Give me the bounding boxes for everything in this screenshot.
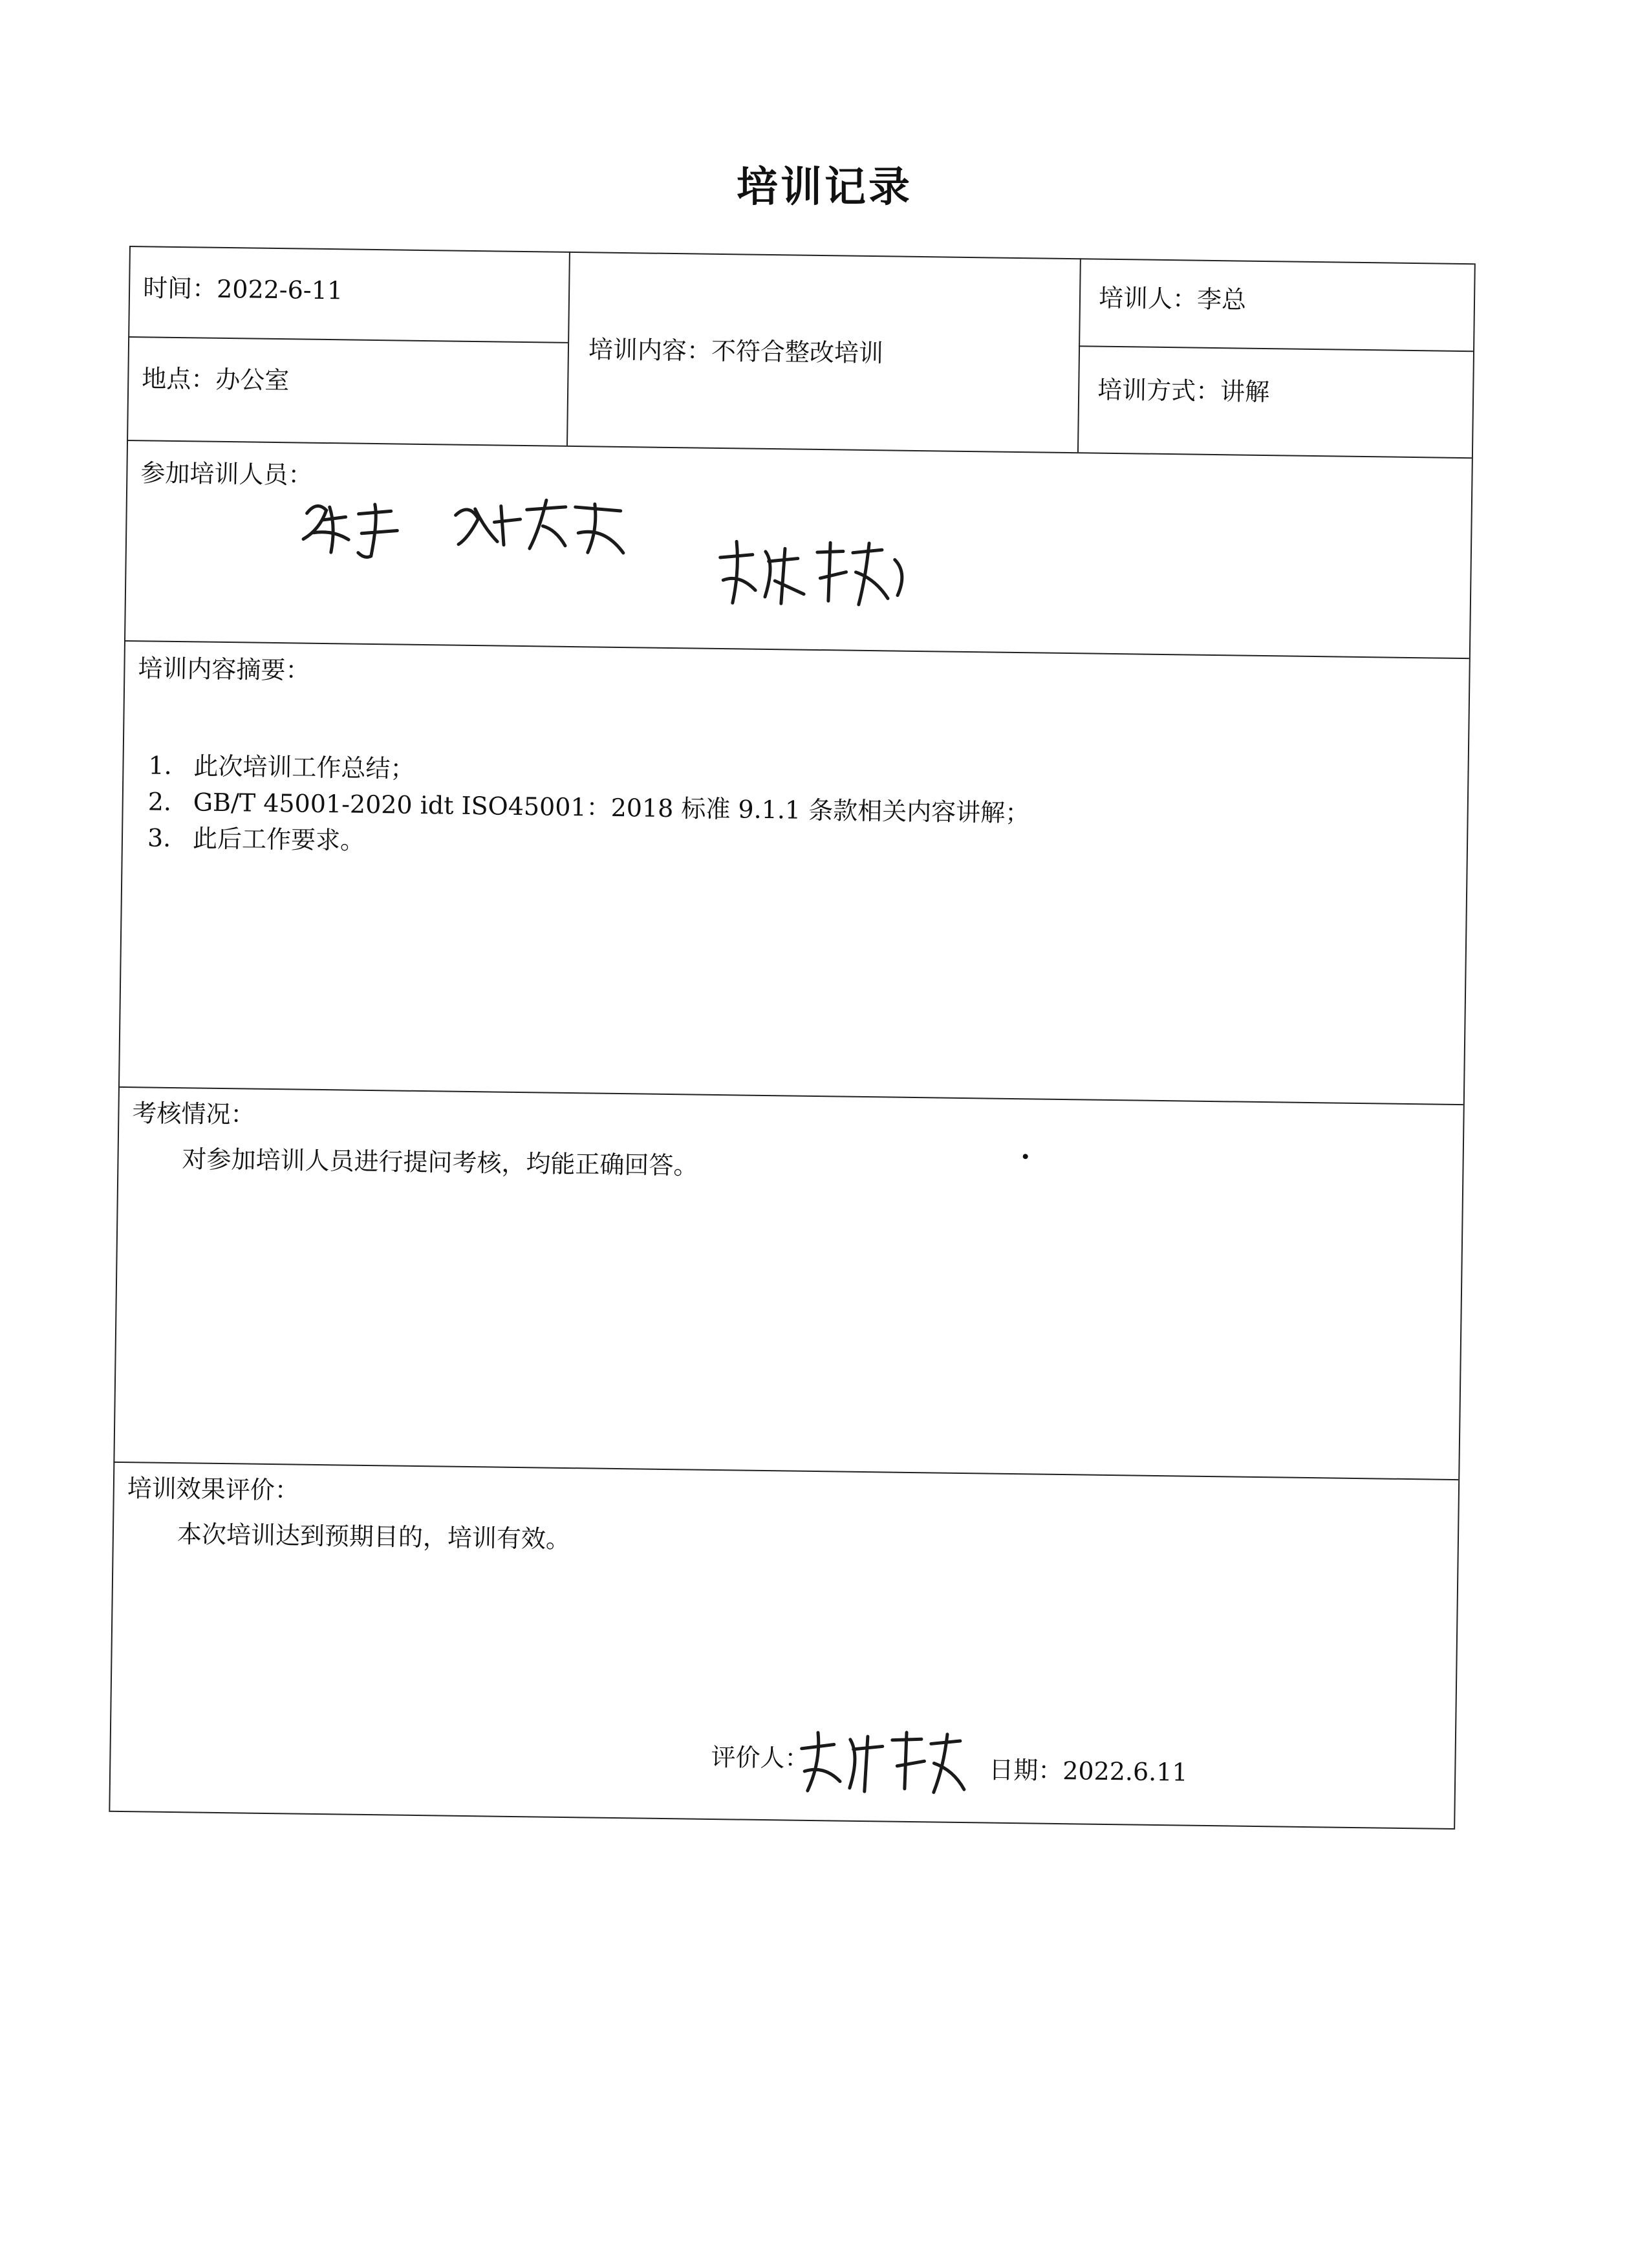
training-record-form bbox=[109, 246, 1474, 1828]
summary-label: 培训内容摘要： bbox=[138, 654, 310, 685]
evaluator-signature bbox=[795, 1720, 971, 1800]
summary-item: 1. 此次培训工作总结； bbox=[148, 751, 415, 783]
training-method-field: 培训方式：讲解 bbox=[1097, 375, 1270, 407]
participant-signature-3 bbox=[713, 532, 915, 618]
evaluation-date: 日期：2022.6.11 bbox=[988, 1755, 1188, 1787]
evaluation-text: 本次培训达到预期目的，培训有效。 bbox=[177, 1520, 571, 1554]
training-content-field: 培训内容：不符合整改培训 bbox=[588, 335, 884, 368]
summary-item: 2. GB/T 45001-2020 idt ISO45001：2018 标准 9.1.1 条款相关内容讲解； bbox=[147, 787, 1030, 828]
evaluation-label: 培训效果评价： bbox=[127, 1474, 300, 1505]
participants-label: 参加培训人员： bbox=[140, 459, 313, 490]
evaluator-label: 评价人： bbox=[711, 1742, 810, 1773]
assessment-text: 对参加培训人员进行提问考核，均能正确回答。 bbox=[182, 1145, 698, 1180]
summary-item: 3. 此后工作要求。 bbox=[147, 823, 365, 855]
trainer-field: 培训人：李总 bbox=[1098, 283, 1247, 314]
form-border-bottom bbox=[109, 1811, 1454, 1830]
assessment-bottom-line bbox=[113, 1462, 1458, 1480]
form-border-top bbox=[129, 246, 1474, 265]
header-row-divider-right bbox=[1079, 345, 1473, 352]
header-bottom-line bbox=[127, 440, 1472, 459]
time-field: 时间：2022-6-11 bbox=[142, 274, 343, 305]
participant-signature-1 bbox=[294, 493, 424, 567]
scan-speck bbox=[1023, 1154, 1028, 1159]
participant-signature-2 bbox=[449, 490, 630, 563]
participants-bottom-line bbox=[124, 640, 1469, 659]
place-field: 地点：办公室 bbox=[142, 364, 290, 395]
header-row-divider-left bbox=[128, 336, 568, 343]
document-title: 培训记录 bbox=[737, 163, 912, 211]
header-divider-1 bbox=[566, 252, 570, 446]
form-border-right bbox=[1454, 263, 1476, 1830]
summary-bottom-line bbox=[118, 1086, 1463, 1105]
header-divider-2 bbox=[1077, 258, 1081, 452]
assessment-label: 考核情况： bbox=[132, 1099, 255, 1129]
form-border-left bbox=[109, 246, 131, 1811]
